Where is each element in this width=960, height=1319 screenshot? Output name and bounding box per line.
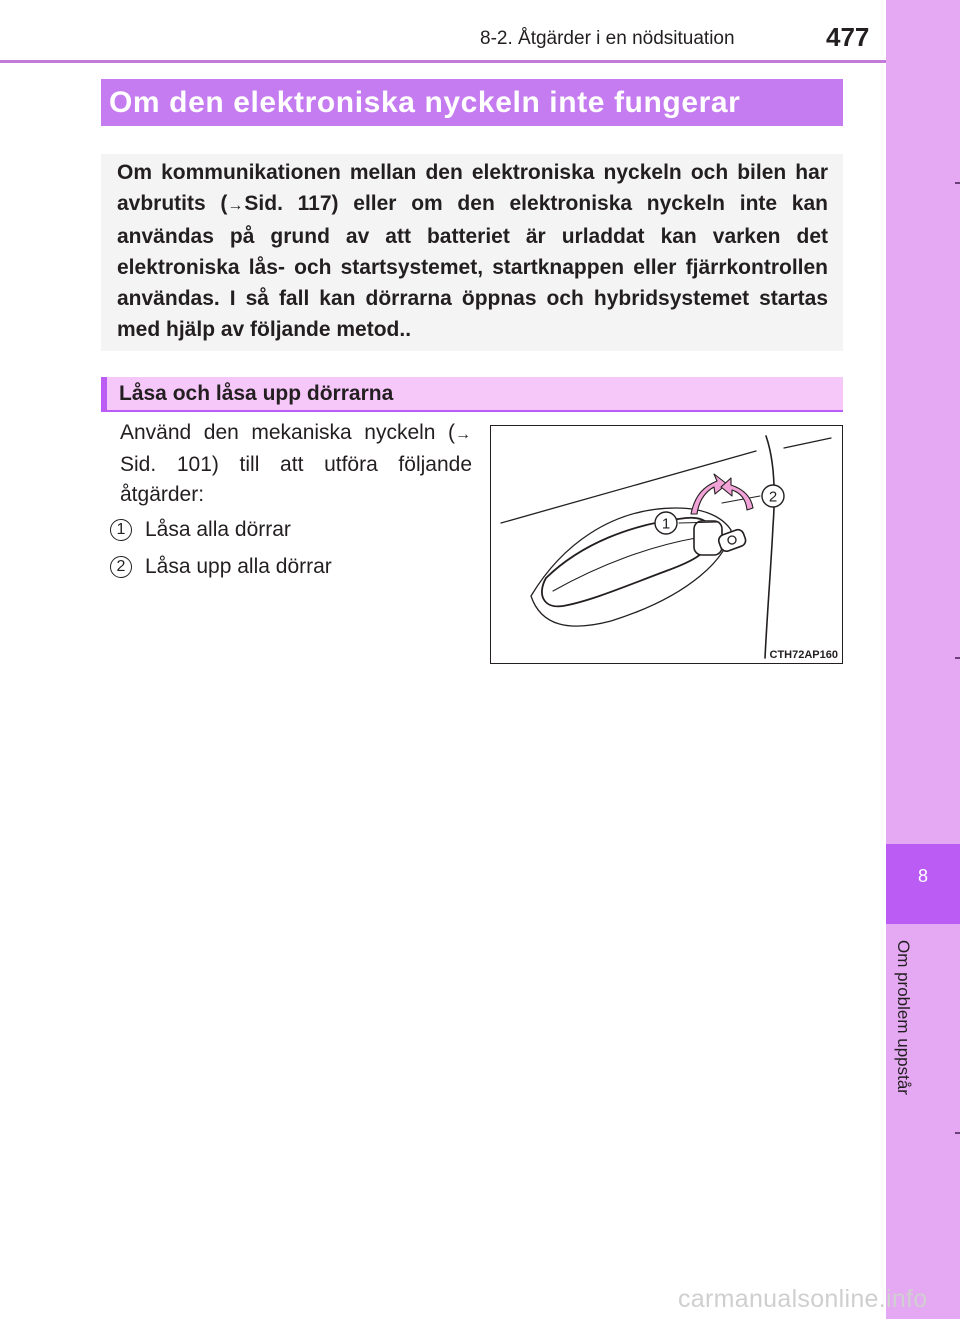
step-item [110,516,291,544]
chapter-tab-number: 8 [917,866,928,886]
illustration-code: CTH72AP160 [769,649,838,661]
unlock-arrow-icon [721,478,753,510]
step-item [110,553,332,581]
step-number-badge: 1 [110,519,132,541]
door-body-line [784,438,831,448]
body-text-part1: Använd den mekaniska nyckeln ( [120,421,455,444]
door-handle-illustration [490,425,843,664]
section-title: Om den elektroniska nyckeln inte fungerar [101,79,843,126]
header-rule [0,60,886,63]
body-text-part2: till att utföra följande åtgärder: [120,453,472,506]
page-reference-link[interactable]: Sid. 117) [244,192,339,215]
callout-1-label: 1 [661,515,671,533]
step-number-badge: 2 [110,556,132,578]
callout-2-label: 2 [768,488,778,506]
intro-text-part1: Om kommunikationen mellan den elektroniska nyckeln och bilen har avbrutits ( [117,161,828,215]
step-label: Låsa alla dörrar [145,518,291,541]
page-reference-link[interactable]: Sid. 101) [120,453,219,476]
subsection-title: Låsa och låsa upp dörrarna [101,377,843,412]
door-edge-line [765,436,774,658]
side-tick [955,182,960,184]
side-tick [955,657,960,659]
page-number: 477 [826,22,870,52]
side-tick [955,1132,960,1134]
door-handle [542,515,712,607]
arrow-icon: → [455,426,471,443]
intro-box [101,154,843,351]
chapter-tab-label: Om problem uppstår [894,940,913,1095]
header-section-title: 8-2. Åtgärder i en nödsituation [480,28,735,49]
arrow-icon: → [227,197,244,214]
leader-line [722,496,760,503]
key-cylinder-cover [694,521,722,555]
door-handle-drawing [491,426,842,663]
intro-text-part2: eller om den elektroniska nyckeln inte kan användas på grund av att batteriet är urladdat kan varken det elektroniska lås- och startsystemet, startknappen eller fjärrkontrollen användas. I så fall kan dörrarna öppnas och hybridsystemet startas med hjälp av följande metod.. [117,192,828,341]
lock-arrow-icon [691,474,727,514]
intro-text [117,157,828,345]
body-text [120,418,472,510]
step-label: Låsa upp alla dörrar [145,555,332,578]
watermark: carmanualsonline.info [678,1285,928,1313]
side-tab-strip [886,0,960,1319]
